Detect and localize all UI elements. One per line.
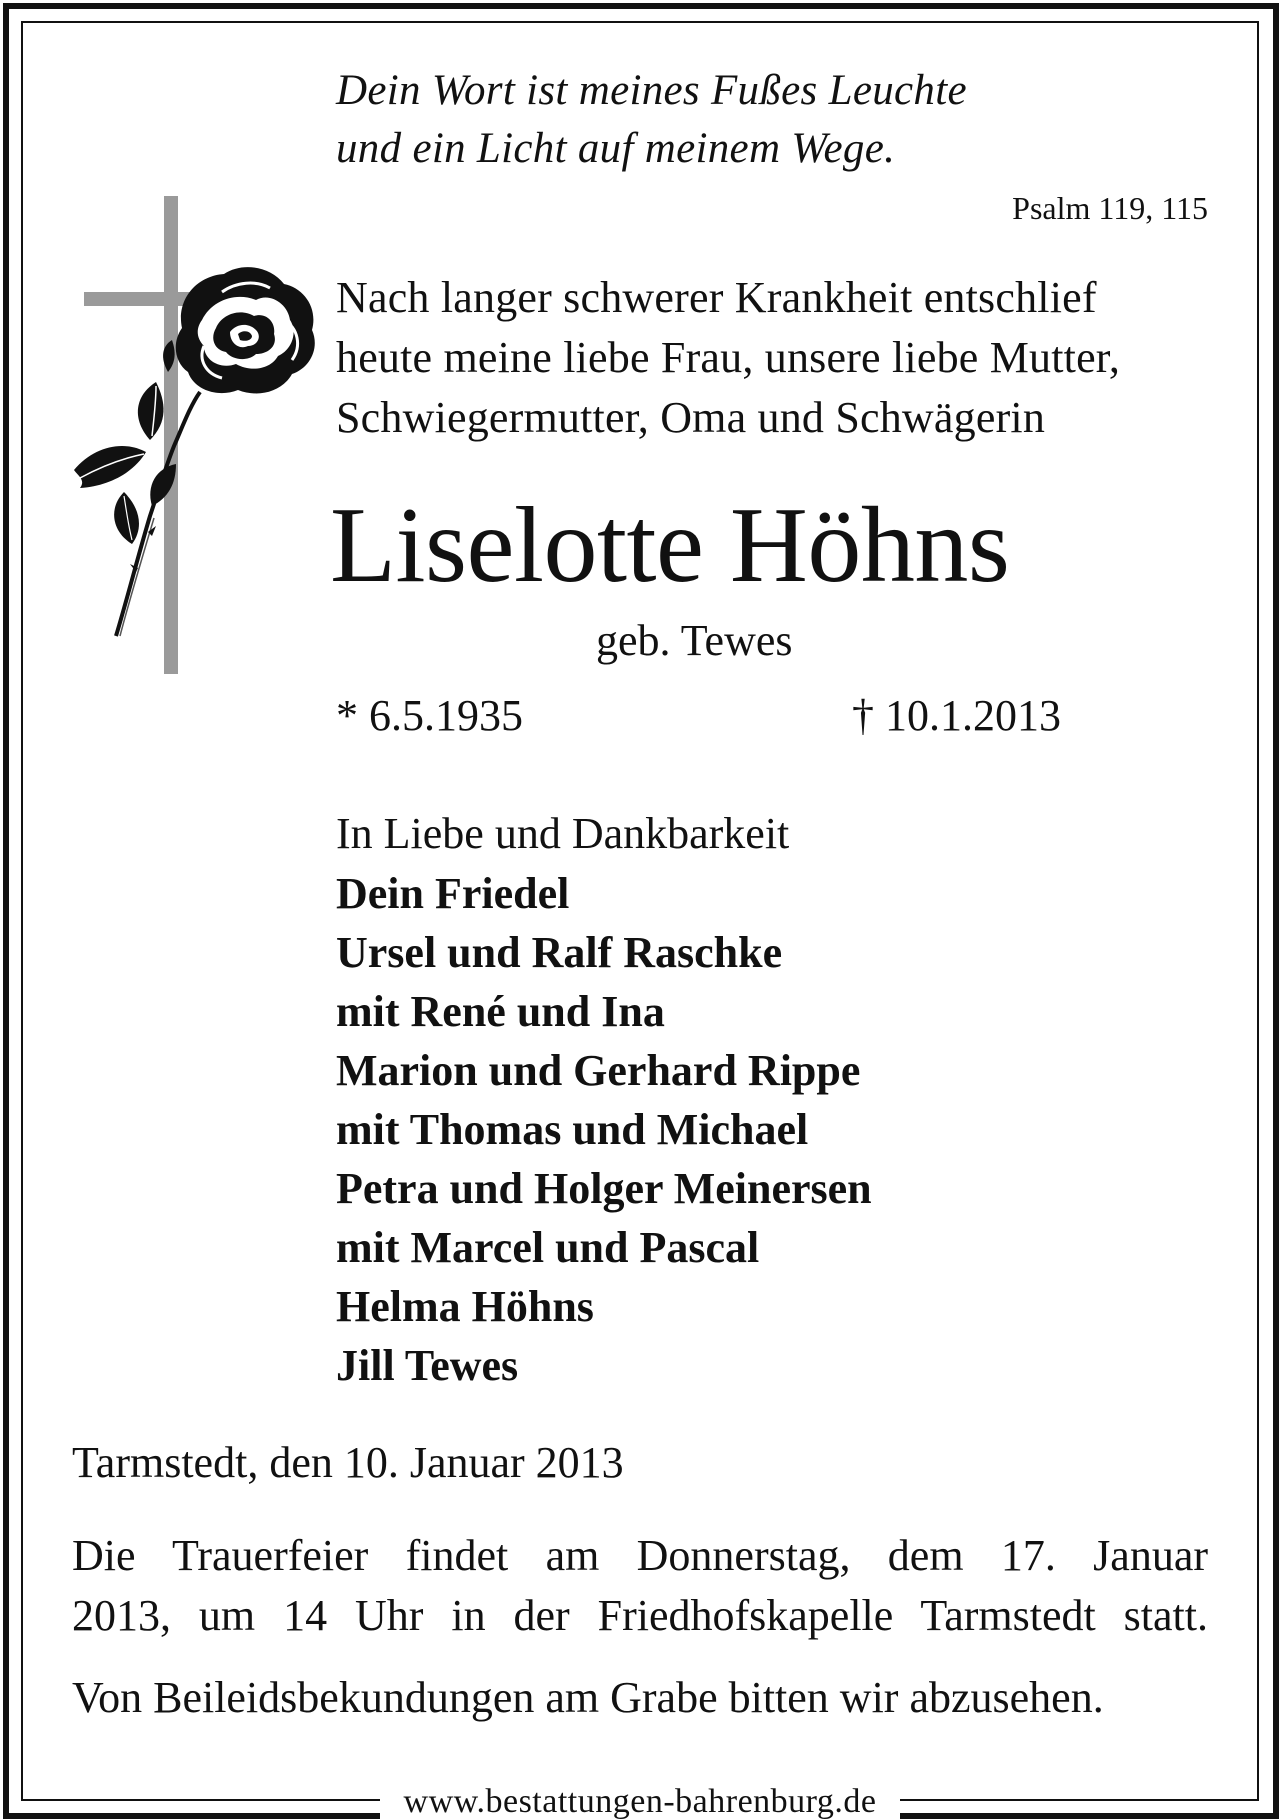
announcement-line-3: Schwiegermutter, Oma und Schwägerin: [336, 393, 1046, 442]
birth-date: * 6.5.1935: [336, 691, 523, 740]
condolence-note: Von Beileidsbekundungen am Grabe bitten wir abzusehen.: [72, 1673, 1104, 1722]
bible-verse-source: Psalm 119, 115: [1012, 190, 1208, 226]
footer: [0, 1784, 1280, 1820]
mourner-name: Ursel und Ralf Raschke: [336, 928, 783, 977]
birth-name: geb. Tewes: [596, 616, 793, 665]
funeral-home-url[interactable]: www.bestattungen-bahrenburg.de: [380, 1783, 901, 1820]
funeral-service-line-2: 2013, um 14 Uhr in der Friedhofskapelle Tarmstedt statt.: [72, 1591, 1208, 1640]
cross-with-rose-icon: [72, 196, 322, 674]
mourner-name: mit Thomas und Michael: [336, 1105, 809, 1154]
bible-verse-line-1: Dein Wort ist meines Fußes Leuchte: [336, 67, 967, 114]
funeral-service-line-1: Die Trauerfeier findet am Donnerstag, dem 17. Januar: [72, 1531, 1208, 1580]
place-and-date: Tarmstedt, den 10. Januar 2013: [72, 1438, 624, 1487]
bible-verse: [336, 62, 967, 178]
deceased-name: Liselotte Höhns: [330, 486, 1010, 605]
bible-verse-line-2: und ein Licht auf meinem Wege.: [336, 125, 896, 172]
funeral-service-notice: [72, 1526, 1208, 1646]
announcement-text: [336, 268, 1120, 448]
mourner-name: mit René und Ina: [336, 987, 665, 1036]
mourners-list: [336, 864, 872, 1395]
mourner-name: mit Marcel und Pascal: [336, 1223, 760, 1272]
mourner-name: Dein Friedel: [336, 869, 570, 918]
cross-icon: [84, 196, 256, 674]
announcement-line-1: Nach langer schwerer Krankheit entschlief: [336, 273, 1097, 322]
mourner-name: Petra und Holger Meinersen: [336, 1164, 872, 1213]
mourner-name: Jill Tewes: [336, 1341, 519, 1390]
mourners-heading: In Liebe und Dankbarkeit: [336, 809, 790, 858]
mourner-name: Helma Höhns: [336, 1282, 594, 1331]
death-date: † 10.1.2013: [852, 691, 1061, 740]
rose-icon: [74, 267, 315, 636]
mourner-name: Marion und Gerhard Rippe: [336, 1046, 861, 1095]
announcement-line-2: heute meine liebe Frau, unsere liebe Mutter,: [336, 333, 1121, 382]
